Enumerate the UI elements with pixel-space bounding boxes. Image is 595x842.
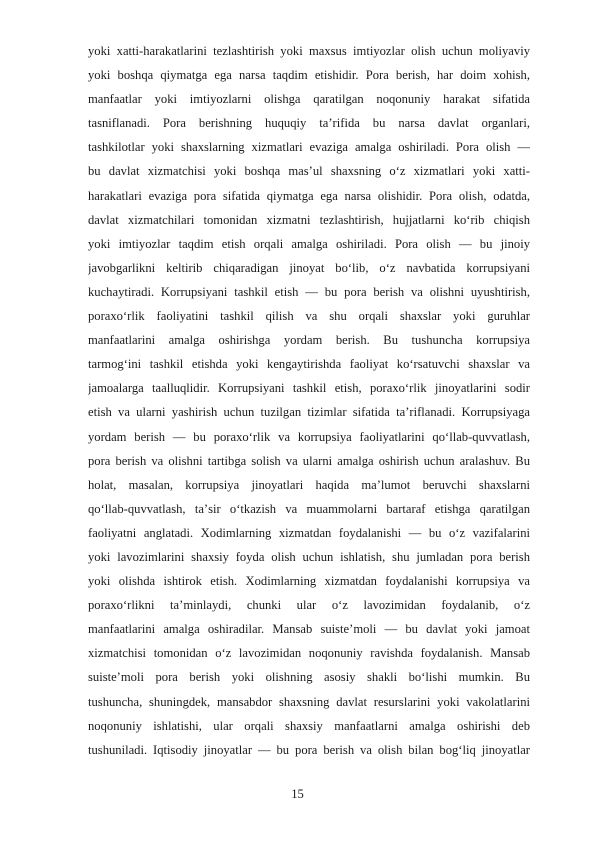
text-line: pora berish va olishni tartibga solish va ularni amalga oshirish uchun aralashuv. Bu xyxy=(88,453,530,468)
text-line: faoliyatni anglatadi. Xodimlarning xizmatdan foydalanishi — bu oʻz vazifalarini xyxy=(88,525,530,540)
page-number: 15 xyxy=(291,787,304,801)
text-line: qoʻllab-quvvatlash, taʼsir oʻtkazish va muammolarni bartaraf etishga qaratilgan xyxy=(88,501,530,516)
text-line: yoki boshqa qiymatga ega narsa taqdim etishidir. Pora berish, har doim xohish, xyxy=(88,68,530,83)
text-line: poraxoʻrlikni taʼminlaydi, chunki ular oʻz lavozimidan foydalanib, oʻz xyxy=(88,598,530,613)
text-line: holat, masalan, korrupsiya jinoyatlari haqida maʼlumot beruvchi shaxslarni xyxy=(88,477,530,492)
text-line: davlat xizmatchilari tomonidan xizmatni tezlashtirish, hujjatlarni koʻrib chiqish xyxy=(88,212,530,227)
body-text xyxy=(88,39,530,762)
text-line: tushuniladi. Iqtisodiy jinoyatlar — bu pora berish va olish bilan bogʻliq jinoyatlar xyxy=(88,742,530,757)
text-line: yordam berish — bu poraxoʻrlik va korrupsiya faoliyatlarini qoʻllab-quvvatlash, xyxy=(88,429,530,444)
text-line: bu davlat xizmatchisi yoki boshqa masʼul shaxsning oʻz xizmatlari yoki xatti- xyxy=(88,164,530,179)
text-line: xizmatchisi tomonidan oʻz lavozimidan noqonuniy ravishda foydalanish. Mansab xyxy=(88,646,530,661)
text-line: javobgarlikni keltirib chiqaradigan jinoyat boʻlib, oʻz navbatida korrupsiyani xyxy=(88,260,530,275)
text-line: yoki imtiyozlar taqdim etish orqali amalga oshiriladi. Pora olish — bu jinoiy xyxy=(88,236,530,251)
text-line: suisteʼmoli pora berish yoki olishning asosiy shakli boʻlishi mumkin. Bu xyxy=(88,670,530,685)
text-line: tarmogʻini tashkil etishda yoki kengaytirishda faoliyat koʻrsatuvchi shaxslar va xyxy=(88,357,530,372)
text-line: yoki olishda ishtirok etish. Xodimlarning xizmatdan foydalanishi korrupsiya va xyxy=(88,574,530,589)
text-line: poraxoʻrlik faoliyatini tashkil qilish va shu orqali shaxslar yoki guruhlar xyxy=(88,309,530,324)
text-line: noqonuniy ishlatishi, ular orqali shaxsiy manfaatlarni amalga oshirishi deb xyxy=(88,718,530,733)
text-line: manfaatlarini amalga oshiradilar. Mansab suisteʼmoli — bu davlat yoki jamoat xyxy=(88,622,530,637)
text-line: manfaatlarini amalga oshirishga yordam berish. Bu tushuncha korrupsiya xyxy=(88,333,530,348)
text-line: yoki lavozimlarini shaxsiy foyda olish uchun ishlatish, shu jumladan pora berish xyxy=(88,549,530,564)
text-line: tasniflanadi. Pora berishning huquqiy taʼrifida bu narsa davlat organlari, xyxy=(88,116,530,131)
text-line: tashkilotlar yoki shaxslarning xizmatlari evaziga amalga oshiriladi. Pora olish — xyxy=(88,140,530,155)
text-line: etish va ularni yashirish uchun tuzilgan tizimlar sifatida taʼriflanadi. Korrupsiyaga xyxy=(88,405,530,420)
text-line: yoki xatti-harakatlarini tezlashtirish yoki maxsus imtiyozlar olish uchun moliyaviy xyxy=(88,44,530,58)
text-line: jamoalarga taalluqlidir. Korrupsiyani tashkil etish, poraxoʻrlik jinoyatlarini sodir xyxy=(88,381,530,396)
text-line: tushuncha, shuningdek, mansabdor shaxsning davlat resurslarini yoki vakolatlarini xyxy=(88,694,530,709)
text-line: harakatlari evaziga pora sifatida qiymatga ega narsa olishidir. Pora olish, odatda, xyxy=(88,188,530,203)
text-line: manfaatlar yoki imtiyozlarni olishga qaratilgan noqonuniy harakat sifatida xyxy=(88,92,530,107)
text-line: kuchaytiradi. Korrupsiyani tashkil etish — bu pora berish va olishni uyushtirish, xyxy=(88,284,530,299)
